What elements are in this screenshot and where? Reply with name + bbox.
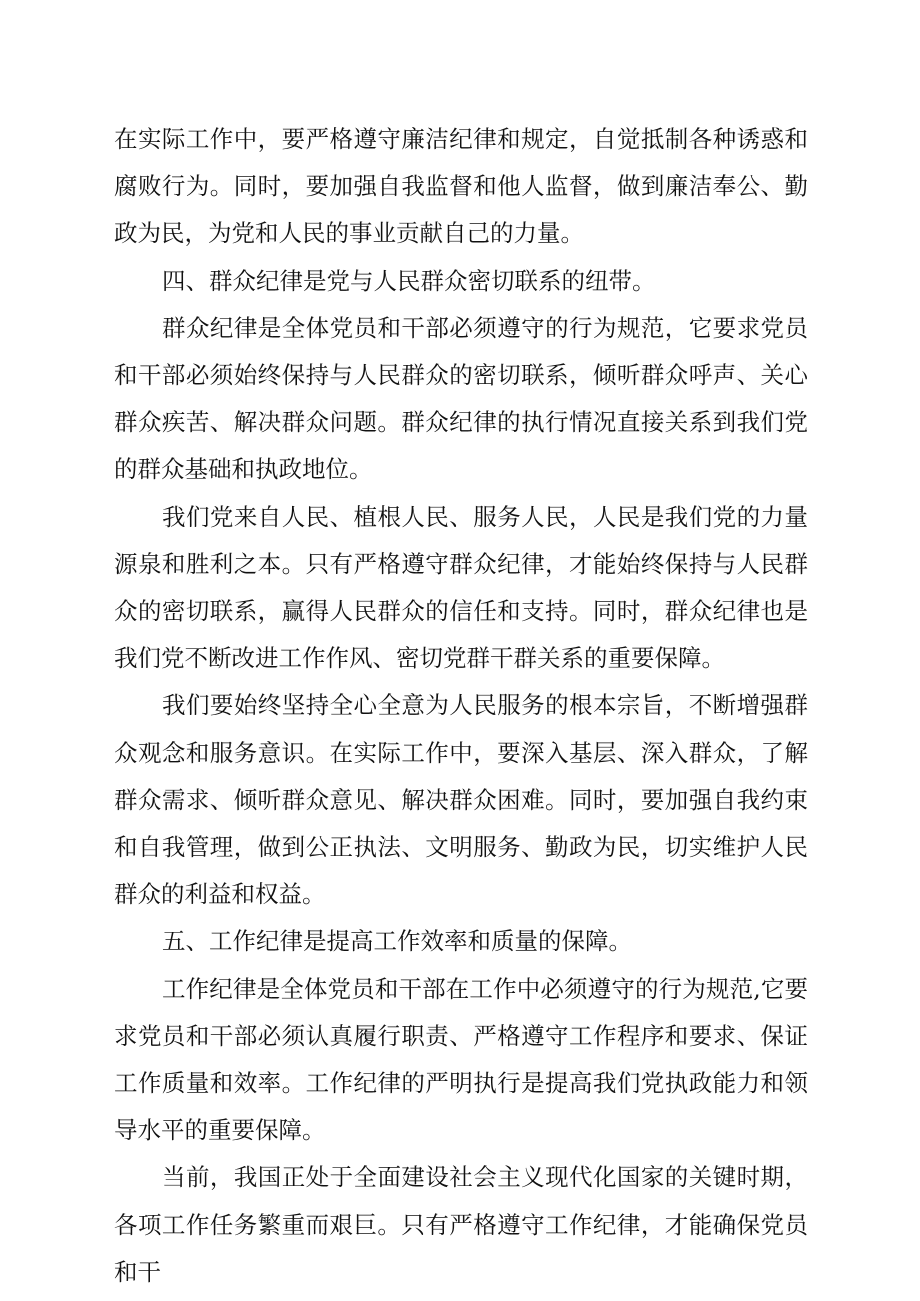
heading-work-discipline: 五、工作纪律是提高工作效率和质量的保障。: [162, 927, 632, 956]
paragraph-mass-discipline-definition: 群众纪律是全体党员和干部必须遵守的行为规范，它要求党员和干部必须始终保持与人民群众的密切联系，倾听群众呼声、关心群众疾苦、解决群众问题。群众纪律的执行情况直接关系到我们党的群众基础和执政地位。: [114, 313, 808, 484]
paragraph-current-period: 当前，我国正处于全面建设社会主义现代化国家的关键时期，各项工作任务繁重而艰巨。只有严格遵守工作纪律，才能确保党员和干: [114, 1163, 808, 1286]
document-body: [114, 116, 808, 1296]
paragraph-work-discipline-definition: 工作纪律是全体党员和干部在工作中必须遵守的行为规范,它要求党员和干部必须认真履行职责、严格遵守工作程序和要求、保证工作质量和效率。工作纪律的严明执行是提高我们党执政能力和领导水平的重要保障。: [114, 974, 808, 1145]
paragraph-serve-people: 我们要始终坚持全心全意为人民服务的根本宗旨，不断增强群众观念和服务意识。在实际工作中，要深入基层、深入群众，了解群众需求、倾听群众意见、解决群众困难。同时，要加强自我约束和自我管理，做到公正执法、文明服务、勤政为民，切实维护人民群众的利益和权益。: [114, 691, 808, 909]
paragraph-integrity-practice: 在实际工作中，要严格遵守廉洁纪律和规定，自觉抵制各种诱惑和腐败行为。同时，要加强自我监督和他人监督，做到廉洁奉公、勤政为民，为党和人民的事业贡献自己的力量。: [114, 125, 808, 248]
paragraph-party-from-people: 我们党来自人民、植根人民、服务人民，人民是我们党的力量源泉和胜利之本。只有严格遵守群众纪律，才能始终保持与人民群众的密切联系，赢得人民群众的信任和支持。同时，群众纪律也是我们党不断改进工作作风、密切党群干群关系的重要保障。: [114, 502, 808, 673]
heading-mass-discipline: 四、群众纪律是党与人民群众密切联系的纽带。: [162, 266, 656, 295]
